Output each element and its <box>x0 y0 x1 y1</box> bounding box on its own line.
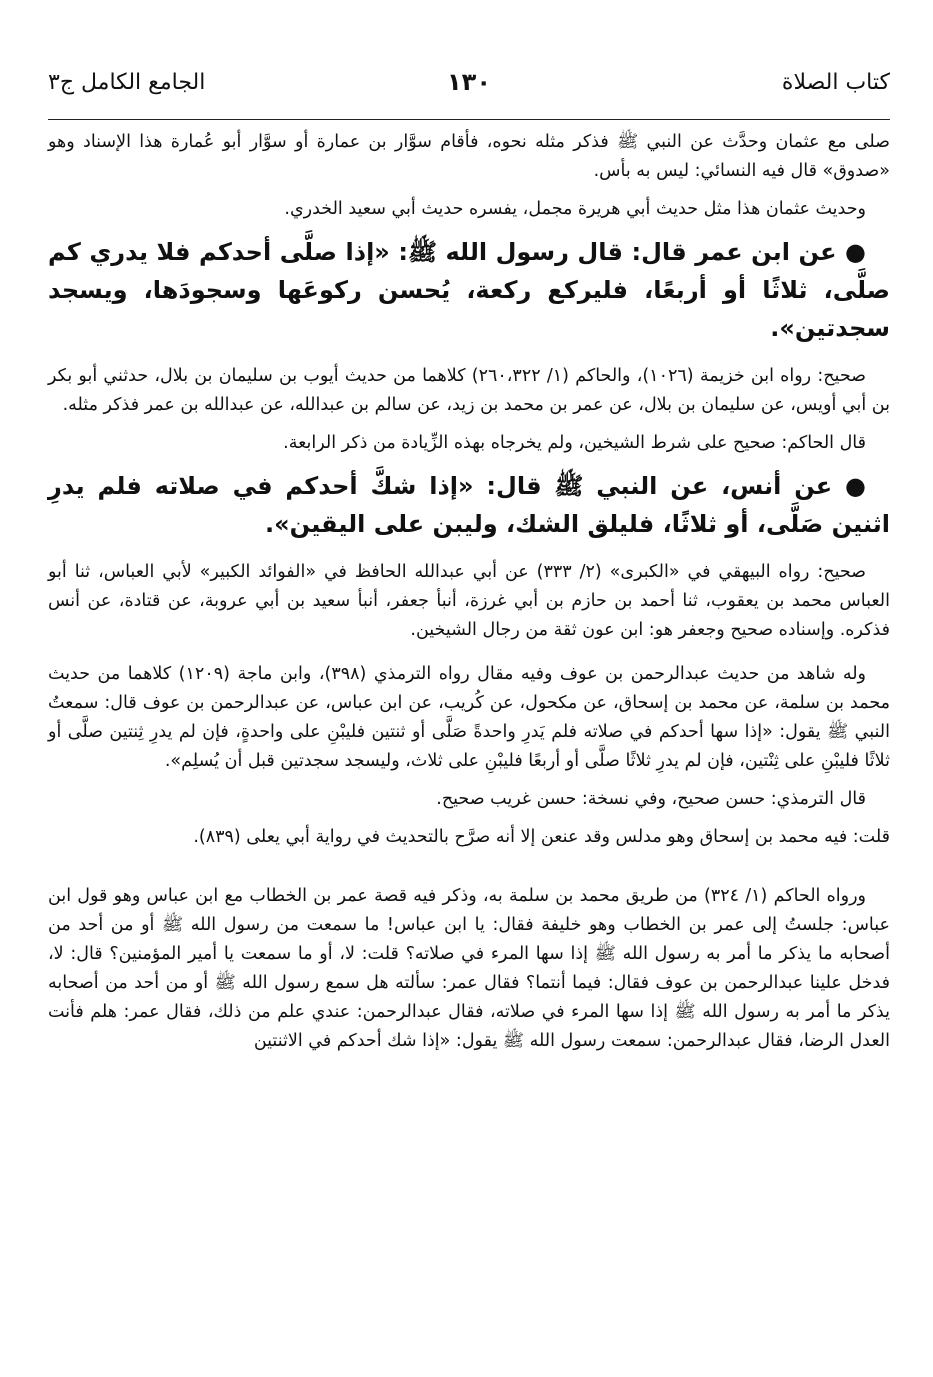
paragraph-commentary: وحديث عثمان هذا مثل حديث أبي هريرة مجمل، يفسره حديث أبي سعيد الخدري. <box>284 199 866 219</box>
shahid-abdurrahman: وله شاهد من حديث عبدالرحمن بن عوف وفيه مقال رواه الترمذي (٣٩٨)، وابن ماجة (١٢٠٩) كلاهما من حديث محمد بن سلمة، عن محمد بن إسحاق، عن مكحول، عن كُريب، عن ابن عباس، عن عبدالرحمن بن عوف قال: سمعتُ النبي ﷺ يقول: «إذا سها أحدكم في صلاته فلم يَدرِ واحدةً صَلَّى أو ثنتين فليبْنِ على واحدةٍ، فإن لم يدرِ ثِنتين صلَّى أو ثلاثًا فليبْنِ على ثِنْتين، فإن لم يدرِ ثلاثًا صلَّى أو أربعًا فليبْنِ على ثلاث، وليسجد سجدتين قبل أن يُسلِم». <box>48 664 890 771</box>
paragraph-continuation: صلى مع عثمان وحدَّث عن النبي ﷺ فذكر مثله نحوه، فأقام سوَّار بن عمارة أو سوَّار أبو عُمارة هذا الإسناد وهو «صدوق» قال فيه النسائي: ليس به بأس. <box>48 132 890 181</box>
tirmidhi-comment: قال الترمذي: حسن صحيح، وفي نسخة: حسن غريب صحيح. <box>436 789 866 809</box>
book-page <box>48 0 890 1377</box>
hakim-comment: قال الحاكم: صحيح على شرط الشيخين، ولم يخرجاه بهذه الزِّيادة من ذكر الرابعة. <box>283 433 866 453</box>
header-divider <box>48 119 890 120</box>
author-note: قلت: فيه محمد بن إسحاق وهو مدلس وقد عنعن إلا أنه صرَّح بالتحديث في رواية أبي يعلى (٨٣٩). <box>193 827 890 847</box>
takhrij-anas: صحيح: رواه البيهقي في «الكبرى» (٢/ ٣٣٣) عن أبي عبدالله الحافظ في «الفوائد الكبير» لأبي العباس، ثنا أبو العباس محمد بن يعقوب، ثنا أحمد بن حازم بن أبي غرزة، أنبأ جعفر، أنبأ سعيد بن أبي عروبة، عن قتادة، عن أنس فذكره. وإسناده صحيح وجعفر هو: ابن عون ثقة من رجال الشيخين. <box>48 562 890 640</box>
book-title: الجامع الكامل ج٣ <box>48 70 206 95</box>
section-title: كتاب الصلاة <box>781 70 890 95</box>
hakim-narration: ورواه الحاكم (١/ ٣٢٤) من طريق محمد بن سلمة به، وذكر فيه قصة عمر بن الخطاب مع ابن عباس وهو قول ابن عباس: جلستُ إلى عمر بن الخطاب وهو خليفة فقال: يا ابن عباس! ما سمعت من رسول الله ﷺ أو من أحد من أصحابه ما يذكر ما أمر به رسول الله ﷺ إذا سها المرء في صلاته؟ قلت: لا، أو ما سمعت يا أمير المؤمنين؟ قال: لا، فدخل علينا عبدالرحمن بن عوف فقال: فيما أنتما؟ فقال عمر: سألته هل سمع رسول الله ﷺ أو من أحد من أصحابه يذكر ما أمر به رسول الله ﷺ إذا سها المرء في صلاته، فقال عبدالرحمن: عندي علم من ذلك، فقال عمر: هلم فأنت العدل الرضا، فقال عبدالرحمن: سمعت رسول الله ﷺ يقول: «إذا شك أحدكم في الاثنتين <box>48 886 890 1051</box>
hadith-anas: ● عن أنس، عن النبي ﷺ قال: «إذا شكَّ أحدكم في صلاته فلم يدرِ اثنين صَلَّى، أو ثلاثًا، فليلق الشك، وليبن على اليقين». <box>48 472 890 538</box>
hadith-ibn-umar: ● عن ابن عمر قال: قال رسول الله ﷺ: «إذا صلَّى أحدكم فلا يدري كم صلَّى، ثلاثًا أو أربعًا، فليركع ركعة، يُحسن ركوعَها وسجودَها، ويسجد سجدتين». <box>48 238 890 342</box>
page-number: ١٣٠ <box>447 68 491 96</box>
page-body <box>48 128 890 1056</box>
takhrij-ibn-umar: صحيح: رواه ابن خزيمة (١٠٢٦)، والحاكم (١/ ٢٦٠،٣٢٢) كلاهما من حديث أيوب بن سليمان بن بلال، حدثني أبو بكر بن أبي أويس، عن سليمان بن بلال، عن عمر بن محمد بن زيد، عن سالم بن عبدالله، عن عبدالله بن عمر فذكر مثله. <box>48 366 890 415</box>
page-header <box>48 70 890 110</box>
